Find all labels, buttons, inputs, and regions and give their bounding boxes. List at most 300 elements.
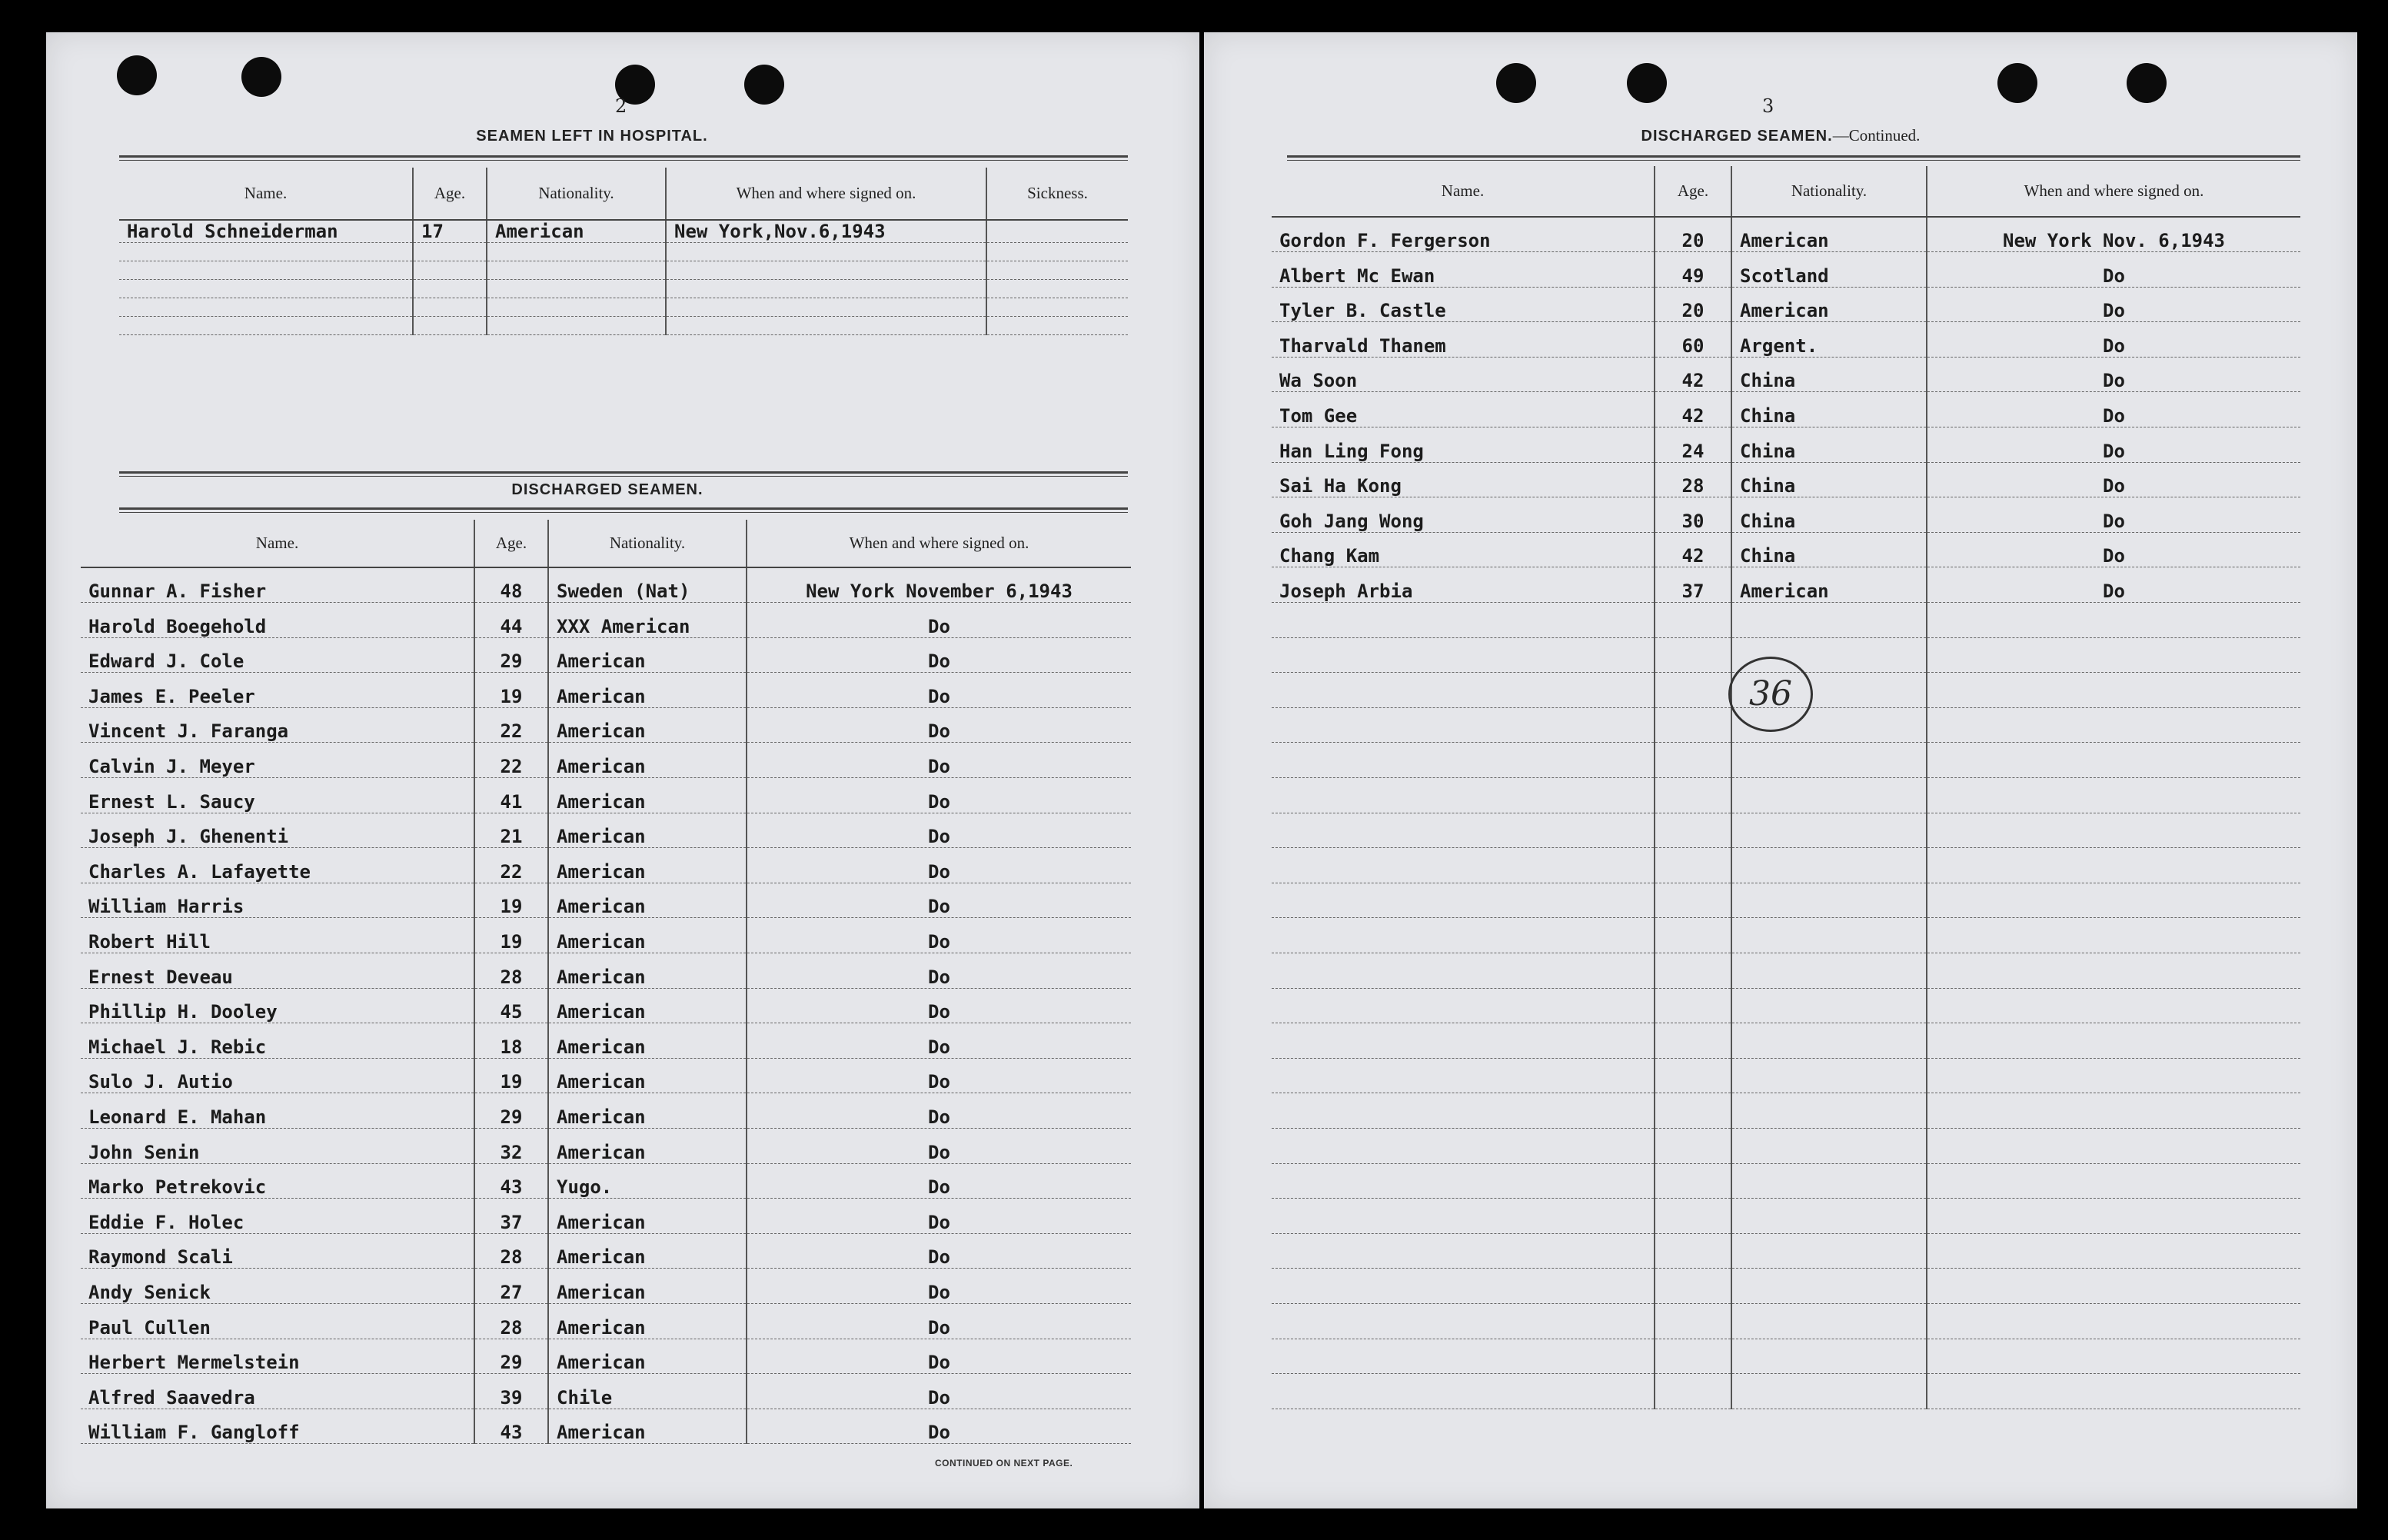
column-header: Sickness. [986,168,1128,220]
blank-row [1272,813,2300,848]
table-cell [119,243,413,261]
table-cell: Harold Schneiderman [119,220,413,243]
table-cell [1731,743,1927,778]
table-cell: 49 [1655,252,1731,288]
table-row [1272,252,2300,288]
table-row [81,988,1131,1023]
table-cell [1272,1163,1655,1199]
blank-row [1272,1093,2300,1129]
table-cell: Leonard E. Mahan [81,1093,474,1129]
table-cell [1655,953,1731,988]
column-header: Nationality. [487,168,666,220]
continued-note: CONTINUED ON NEXT PAGE. [935,1458,1073,1468]
table-cell: American [1731,287,1927,322]
table-cell: American [548,1199,747,1234]
table-row [1272,392,2300,427]
table-cell [1731,1163,1927,1199]
table-cell: 22 [474,848,548,883]
blank-row [119,280,1128,298]
blank-row [1272,1303,2300,1339]
table-row [81,848,1131,883]
table-cell [1655,813,1731,848]
table-cell [1927,1128,2300,1163]
table-cell: 42 [1655,532,1731,567]
table-cell: 39 [474,1374,548,1409]
column-header: Nationality. [1731,166,1927,217]
column-header: Name. [119,168,413,220]
table-cell [1927,1303,2300,1339]
table-cell: American [1731,567,1927,603]
table-cell: Do [747,743,1131,778]
table-cell [1272,1199,1655,1234]
table-cell: Do [747,1409,1131,1444]
blank-row [1272,848,2300,883]
table-cell [1731,603,1927,638]
table-cell [1655,707,1731,743]
table-cell: 22 [474,743,548,778]
blank-row [1272,1023,2300,1059]
table-cell [1731,778,1927,813]
table-cell [413,243,487,261]
table-row [81,743,1131,778]
table-cell: Edward J. Cole [81,637,474,673]
table-cell [986,220,1128,243]
table-cell [1272,1269,1655,1304]
blank-row [1272,953,2300,988]
table-row [81,813,1131,848]
table-cell: Ernest Deveau [81,953,474,989]
table-row [81,1129,1131,1164]
table-cell: Do [747,1339,1131,1374]
table-cell: Phillip H. Dooley [81,988,474,1023]
table-cell: Do [1927,287,2300,322]
table-cell: American [548,707,747,743]
table-cell [1731,1339,1927,1374]
table-cell [1655,1233,1731,1269]
table-cell [1272,1023,1655,1059]
blank-row [119,317,1128,335]
blank-row [1272,988,2300,1023]
table-cell [119,280,413,298]
table-cell [1272,1374,1655,1409]
table-cell [1272,813,1655,848]
table-cell: American [548,813,747,848]
table-cell: Do [747,1233,1131,1269]
table-cell: 37 [474,1199,548,1234]
table-cell: James E. Peeler [81,673,474,708]
table-cell [1731,1233,1927,1269]
table-cell [986,280,1128,298]
table-cell: Do [1927,427,2300,463]
table-cell [1927,673,2300,708]
table-cell [487,261,666,280]
table-cell: 20 [1655,217,1731,252]
table-cell: Joseph Arbia [1272,567,1655,603]
table-cell [487,298,666,317]
table-cell: Andy Senick [81,1269,474,1304]
table-cell [1731,1023,1927,1059]
table-cell [119,261,413,280]
table-cell [666,317,986,335]
table-row [1272,287,2300,322]
hospital-section-title: SEAMEN LEFT IN HOSPITAL. [476,128,708,145]
blank-row [1272,1339,2300,1374]
table-cell: Gordon F. Fergerson [1272,217,1655,252]
table-cell [1272,743,1655,778]
table-cell: Tharvald Thanem [1272,322,1655,358]
table-cell [1731,1269,1927,1304]
table-cell: Do [1927,357,2300,392]
table-cell [1655,673,1731,708]
table-cell: Do [747,848,1131,883]
blank-row [1272,918,2300,953]
table-cell [1927,1269,2300,1304]
table-cell [1927,1163,2300,1199]
table-cell [1927,1233,2300,1269]
table-cell: 44 [474,603,548,638]
table-row [81,883,1131,918]
table-cell: American [548,1093,747,1129]
table-cell [1655,848,1731,883]
column-header: When and where signed on. [747,520,1131,567]
table-cell: John Senin [81,1129,474,1164]
table-cell: Robert Hill [81,918,474,953]
table-cell: Wa Soon [1272,357,1655,392]
table-cell [487,243,666,261]
blank-row [1272,1269,2300,1304]
table-row [81,778,1131,813]
table-cell: Do [747,637,1131,673]
table-cell [1272,603,1655,638]
title-main: DISCHARGED SEAMEN. [1641,128,1833,145]
table-cell: Do [747,988,1131,1023]
table-cell [1655,1058,1731,1093]
table-cell: 28 [474,1233,548,1269]
table-cell: Tyler B. Castle [1272,287,1655,322]
table-cell [666,280,986,298]
table-row [1272,427,2300,463]
table-cell [1927,848,2300,883]
table-cell [1927,1339,2300,1374]
table-cell [487,280,666,298]
table-cell: American [548,1129,747,1164]
table-cell: Sulo J. Autio [81,1058,474,1093]
table-cell: China [1731,427,1927,463]
table-cell [1272,1058,1655,1093]
table-cell [1927,988,2300,1023]
table-cell [1927,1058,2300,1093]
table-cell: Ernest L. Saucy [81,778,474,813]
table-cell [1927,707,2300,743]
table-cell: 17 [413,220,487,243]
rule [119,507,1128,513]
table-cell [413,280,487,298]
table-cell [1272,1233,1655,1269]
table-cell: 28 [474,953,548,989]
table-cell [1272,848,1655,883]
table-cell [1655,1163,1731,1199]
table-cell: William F. Gangloff [81,1409,474,1444]
table-row [1272,567,2300,603]
hospital-table [119,168,1128,335]
table-cell [1927,778,2300,813]
table-cell [1927,637,2300,673]
discharged-seamen-table [81,520,1131,1444]
table-cell [1731,1093,1927,1129]
table-cell: Alfred Saavedra [81,1374,474,1409]
table-cell: American [487,220,666,243]
table-header-row [119,168,1128,220]
table-cell [666,298,986,317]
table-cell [487,317,666,335]
blank-row [119,298,1128,317]
table-cell: 27 [474,1269,548,1304]
table-cell [1272,953,1655,988]
discharged-section-title: DISCHARGED SEAMEN. [511,481,703,498]
table-row [81,707,1131,743]
blank-row [1272,603,2300,638]
table-cell: China [1731,532,1927,567]
table-cell: Do [747,813,1131,848]
table-row [81,637,1131,673]
table-cell: China [1731,462,1927,497]
table-cell: 45 [474,988,548,1023]
table-header-row [1272,166,2300,217]
table-cell [119,317,413,335]
blank-row [119,261,1128,280]
column-header: Nationality. [548,520,747,567]
column-header: Name. [1272,166,1655,217]
table-cell [1272,778,1655,813]
table-cell: American [548,988,747,1023]
table-cell: American [548,918,747,953]
table-cell [1731,883,1927,918]
table-cell [1272,883,1655,918]
table-row [81,1233,1131,1269]
table-cell: XXX American [548,603,747,638]
right-page [1204,32,2357,1508]
table-cell: 19 [474,883,548,918]
table-cell: 42 [1655,392,1731,427]
table-cell [1731,988,1927,1023]
table-cell [413,317,487,335]
table-cell: Goh Jang Wong [1272,497,1655,533]
table-row [81,1023,1131,1059]
table-row [81,1269,1131,1304]
table-cell: American [548,743,747,778]
table-cell [1927,603,2300,638]
table-cell: American [548,1233,747,1269]
table-cell [1655,1303,1731,1339]
table-cell [1272,673,1655,708]
table-row [81,1163,1131,1199]
table-cell [1927,743,2300,778]
table-cell: American [548,1303,747,1339]
table-cell: Do [747,883,1131,918]
table-cell: Do [747,918,1131,953]
table-cell: American [548,1269,747,1304]
table-cell: Do [747,603,1131,638]
blank-row [1272,1199,2300,1234]
table-row [81,1093,1131,1129]
table-cell: Do [747,1303,1131,1339]
table-cell [1927,953,2300,988]
table-cell [119,298,413,317]
table-cell [1731,953,1927,988]
column-header: When and where signed on. [1927,166,2300,217]
table-cell: 19 [474,1058,548,1093]
table-cell [1272,637,1655,673]
table-cell: Sai Ha Kong [1272,462,1655,497]
table-cell: 30 [1655,497,1731,533]
table-cell: Do [1927,567,2300,603]
table-cell: 37 [1655,567,1731,603]
table-cell: Do [747,1093,1131,1129]
table-cell: New York,Nov.6,1943 [666,220,986,243]
circled-count: 36 [1728,657,1813,732]
table-cell: Do [747,673,1131,708]
table-cell: American [548,637,747,673]
table-row [1272,322,2300,358]
table-cell [1655,743,1731,778]
table-cell: 48 [474,567,548,603]
table-cell: China [1731,357,1927,392]
table-cell: Do [747,1129,1131,1164]
table-cell [666,261,986,280]
table-cell: Harold Boegehold [81,603,474,638]
table-cell [413,298,487,317]
table-cell: Chile [548,1374,747,1409]
table-cell: Gunnar A. Fisher [81,567,474,603]
table-cell: Joseph J. Ghenenti [81,813,474,848]
table-cell: Do [1927,322,2300,358]
table-cell: Do [747,1374,1131,1409]
column-header: Age. [1655,166,1731,217]
table-cell: Do [1927,462,2300,497]
blank-row [1272,1233,2300,1269]
table-cell [1655,603,1731,638]
page-number: 3 [1762,95,1774,117]
table-cell [1272,1128,1655,1163]
rule [119,155,1128,161]
table-cell: 43 [474,1409,548,1444]
table-cell [1655,778,1731,813]
table-cell [1655,883,1731,918]
table-cell: 29 [474,637,548,673]
table-cell [1655,1128,1731,1163]
table-cell [1655,988,1731,1023]
punch-hole [1627,63,1667,103]
blank-row [1272,1163,2300,1199]
table-cell [1927,1374,2300,1409]
table-cell: Yugo. [548,1163,747,1199]
table-cell: Raymond Scali [81,1233,474,1269]
table-cell: Do [1927,532,2300,567]
table-cell: Do [747,778,1131,813]
blank-row [1272,1374,2300,1409]
blank-row [1272,883,2300,918]
discharged-continued-title [1604,126,1957,145]
table-cell: American [548,848,747,883]
table-cell: Charles A. Lafayette [81,848,474,883]
table-row [81,918,1131,953]
punch-hole [1997,63,2037,103]
table-cell: Tom Gee [1272,392,1655,427]
table-row [1272,217,2300,252]
table-cell: Do [747,1023,1131,1059]
column-header: Name. [81,520,474,567]
table-cell [1655,1023,1731,1059]
column-header: Age. [474,520,548,567]
table-row [119,220,1128,243]
table-cell: American [548,1058,747,1093]
table-row [81,1199,1131,1234]
table-cell: Michael J. Rebic [81,1023,474,1059]
table-cell: Do [747,953,1131,989]
column-header: When and where signed on. [666,168,986,220]
table-cell [1655,1339,1731,1374]
table-cell: 43 [474,1163,548,1199]
table-cell: 22 [474,707,548,743]
table-cell [986,261,1128,280]
table-cell [1927,1199,2300,1234]
table-cell: China [1731,497,1927,533]
table-cell: Paul Cullen [81,1303,474,1339]
table-cell [986,298,1128,317]
table-row [81,1303,1131,1339]
table-cell: New York Nov. 6,1943 [1927,217,2300,252]
blank-row [1272,1128,2300,1163]
table-row [81,603,1131,638]
table-cell: 41 [474,778,548,813]
table-cell: American [548,1409,747,1444]
table-cell: 29 [474,1093,548,1129]
table-cell: William Harris [81,883,474,918]
table-cell [1272,1339,1655,1374]
table-cell: New York November 6,1943 [747,567,1131,603]
table-cell: Calvin J. Meyer [81,743,474,778]
table-cell [1272,1303,1655,1339]
table-cell: American [548,1023,747,1059]
table-cell: Do [747,1058,1131,1093]
table-cell [1655,1093,1731,1129]
table-cell: Scotland [1731,252,1927,288]
table-cell: American [548,1339,747,1374]
blank-row [1272,743,2300,778]
table-cell: 28 [1655,462,1731,497]
left-page [46,32,1199,1508]
table-header-row [81,520,1131,567]
table-cell: 19 [474,918,548,953]
table-cell [1272,707,1655,743]
table-cell [1731,1374,1927,1409]
table-cell [1731,918,1927,953]
table-cell: Chang Kam [1272,532,1655,567]
table-cell: 19 [474,673,548,708]
punch-hole [241,57,281,97]
table-row [1272,497,2300,533]
table-row [81,1339,1131,1374]
table-cell [1731,1303,1927,1339]
punch-hole [1496,63,1536,103]
table-cell: Do [747,1269,1131,1304]
punch-hole [2127,63,2167,103]
punch-hole [117,55,157,95]
table-cell: American [548,953,747,989]
table-cell: China [1731,392,1927,427]
table-cell [1731,1199,1927,1234]
table-cell: Han Ling Fong [1272,427,1655,463]
